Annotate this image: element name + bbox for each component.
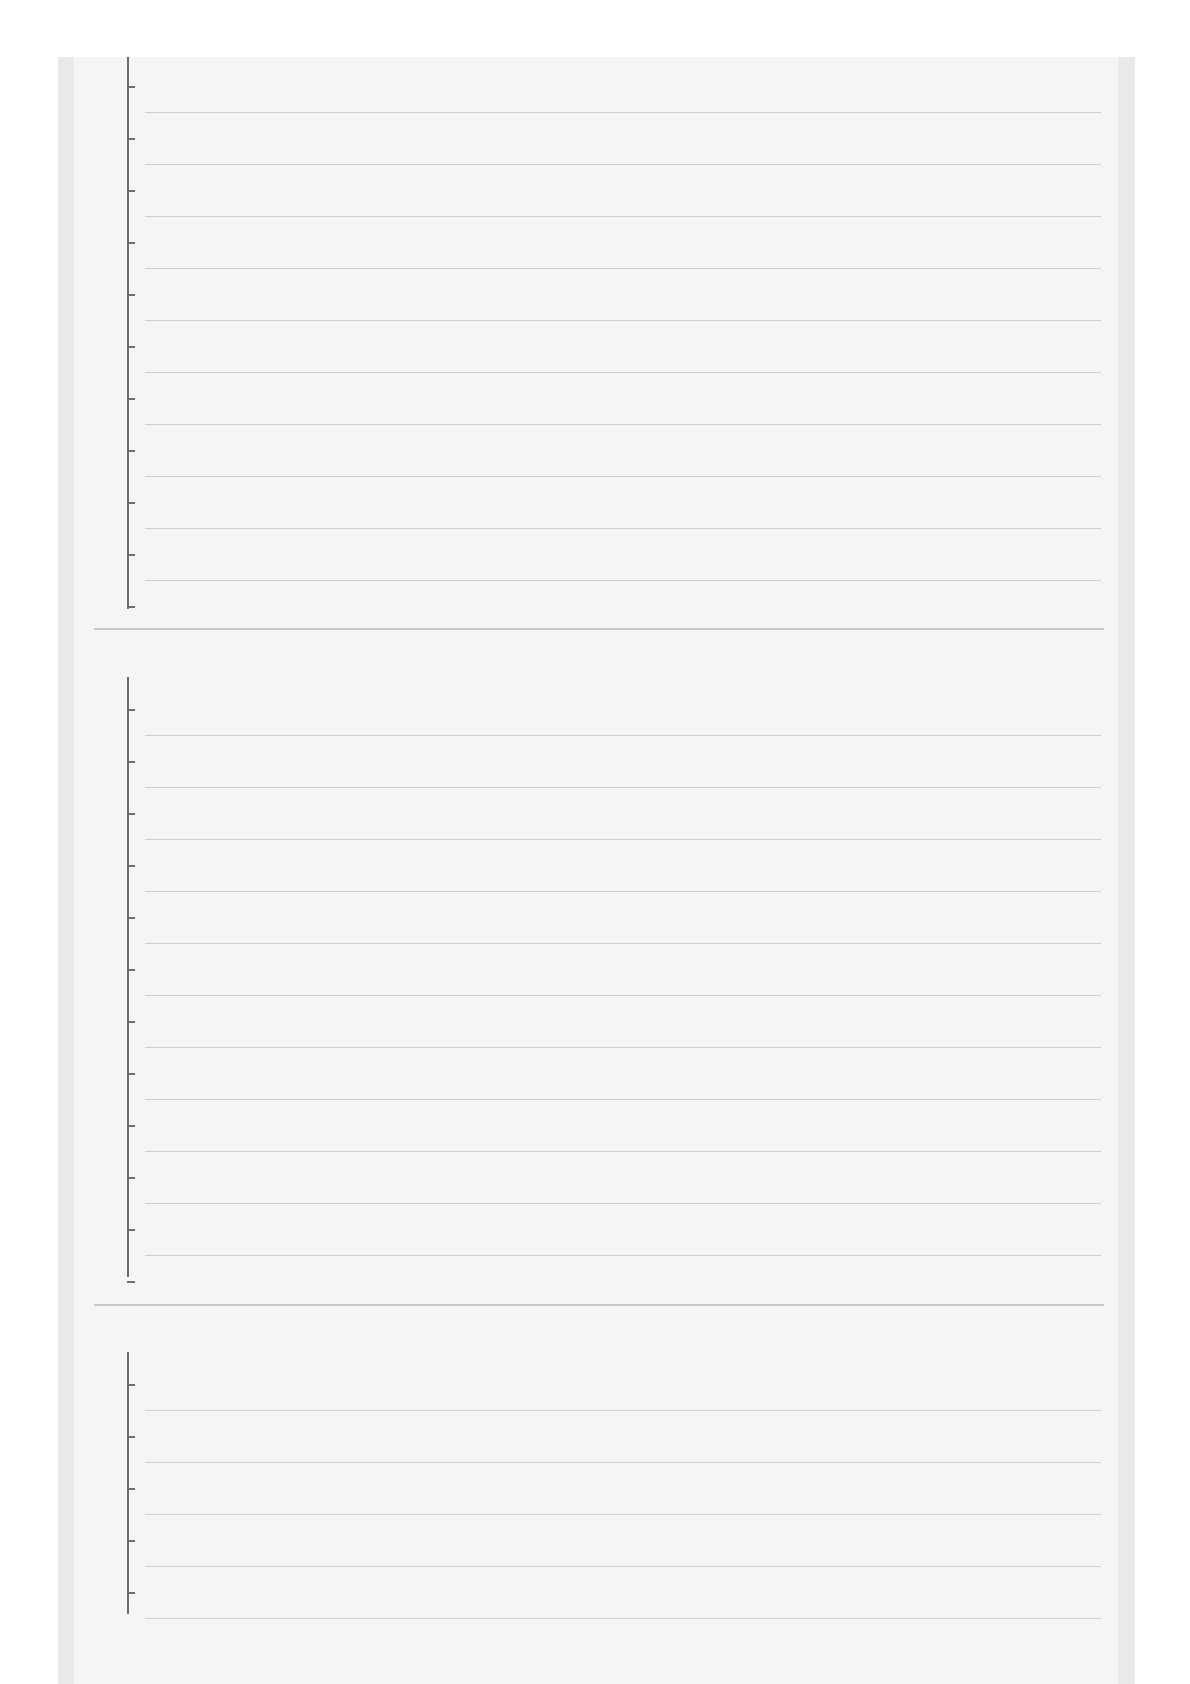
tree-tick	[127, 1177, 135, 1179]
tree-tick	[127, 969, 135, 971]
list-item[interactable]	[127, 840, 1101, 892]
list-item[interactable]	[127, 996, 1101, 1048]
list-item[interactable]	[127, 944, 1101, 996]
link-list-section-2	[74, 677, 1118, 1307]
list-item[interactable]	[127, 113, 1101, 165]
document-panel	[58, 57, 1135, 1684]
list-item[interactable]	[127, 1515, 1101, 1567]
tree-tick	[127, 1436, 135, 1438]
list-item[interactable]	[127, 321, 1101, 373]
tree-tick	[127, 1021, 135, 1023]
document-content	[74, 57, 1118, 1684]
tree-tick	[127, 1073, 135, 1075]
section-divider	[94, 1304, 1104, 1306]
list-item[interactable]	[127, 1204, 1101, 1256]
tree-tick	[127, 606, 135, 608]
list-item[interactable]	[127, 425, 1101, 477]
list-item[interactable]	[127, 684, 1101, 736]
tree-tick	[127, 242, 135, 244]
list-item[interactable]	[127, 1567, 1101, 1619]
tree-tick	[127, 554, 135, 556]
list-item[interactable]	[127, 1411, 1101, 1463]
item-divider	[145, 1618, 1101, 1619]
list-item[interactable]	[127, 1152, 1101, 1204]
list-item[interactable]	[127, 373, 1101, 425]
tree-tick	[127, 502, 135, 504]
tree-tick	[127, 1592, 135, 1594]
list-item[interactable]	[127, 581, 1101, 633]
link-list-section-3	[74, 1352, 1118, 1684]
link-list-section-1	[74, 57, 1118, 630]
list-item[interactable]	[127, 269, 1101, 321]
list-item[interactable]	[127, 1048, 1101, 1100]
list-item[interactable]	[127, 529, 1101, 581]
list-item[interactable]	[127, 165, 1101, 217]
tree-tick	[127, 761, 135, 763]
tree-tick	[127, 865, 135, 867]
tree-tick	[127, 1540, 135, 1542]
list-item[interactable]	[127, 788, 1101, 840]
list-item[interactable]	[127, 736, 1101, 788]
list-item[interactable]	[127, 1256, 1101, 1308]
tree-tick	[127, 294, 135, 296]
tree-tick	[127, 346, 135, 348]
tree-tick	[127, 450, 135, 452]
tree-tick	[127, 138, 135, 140]
tree-tick	[127, 1281, 135, 1283]
section-divider	[94, 628, 1104, 630]
tree-tick	[127, 398, 135, 400]
tree-tick	[127, 813, 135, 815]
list-item[interactable]	[127, 477, 1101, 529]
list-item[interactable]	[127, 892, 1101, 944]
list-item[interactable]	[127, 61, 1101, 113]
list-item[interactable]	[127, 1463, 1101, 1515]
tree-tick	[127, 190, 135, 192]
tree-tick	[127, 917, 135, 919]
tree-tick	[127, 709, 135, 711]
list-item[interactable]	[127, 1100, 1101, 1152]
tree-tick	[127, 1125, 135, 1127]
tree-tick	[127, 86, 135, 88]
tree-tick	[127, 1488, 135, 1490]
list-item[interactable]	[127, 1359, 1101, 1411]
tree-tick	[127, 1384, 135, 1386]
list-item[interactable]	[127, 217, 1101, 269]
tree-tick	[127, 1229, 135, 1231]
